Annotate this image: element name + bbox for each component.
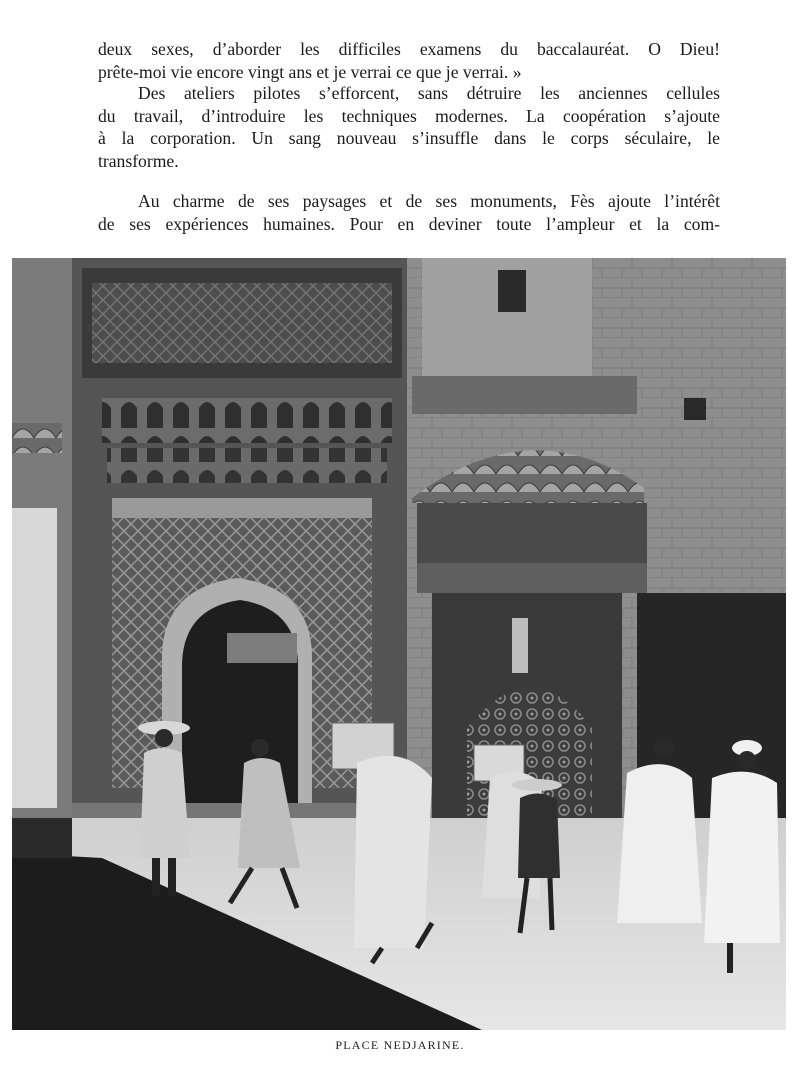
text-line: Au charme de ses paysages et de ses monuments, Fès ajoute l’intérêt <box>138 191 720 211</box>
text-line: Des ateliers pilotes s’efforcent, sans détruire les anciennes cellules <box>138 83 720 103</box>
text-line: deux sexes, d’aborder les difficiles examens du baccalauréat. O Dieu! <box>98 39 720 59</box>
paragraph-continuation <box>98 38 720 83</box>
photograph-place-nedjarine <box>12 258 786 1030</box>
text-line: de ses expériences humaines. Pour en deviner toute l’ampleur et la com- <box>98 213 720 234</box>
paragraph-ateliers <box>98 82 720 172</box>
text-line: prête-moi vie encore vingt ans et je verrai ce que je verrai. » <box>98 61 522 82</box>
text-line: transforme. <box>98 150 179 171</box>
text-line: à la corporation. Un sang nouveau s’insuffle dans le corps séculaire, le <box>98 128 720 148</box>
paragraph-fes <box>98 190 720 235</box>
text-line: du travail, d’introduire les techniques modernes. La coopération s’ajoute <box>98 105 720 126</box>
photo-illustration <box>12 258 786 1030</box>
photo-caption: PLACE NEDJARINE. <box>335 1038 465 1052</box>
